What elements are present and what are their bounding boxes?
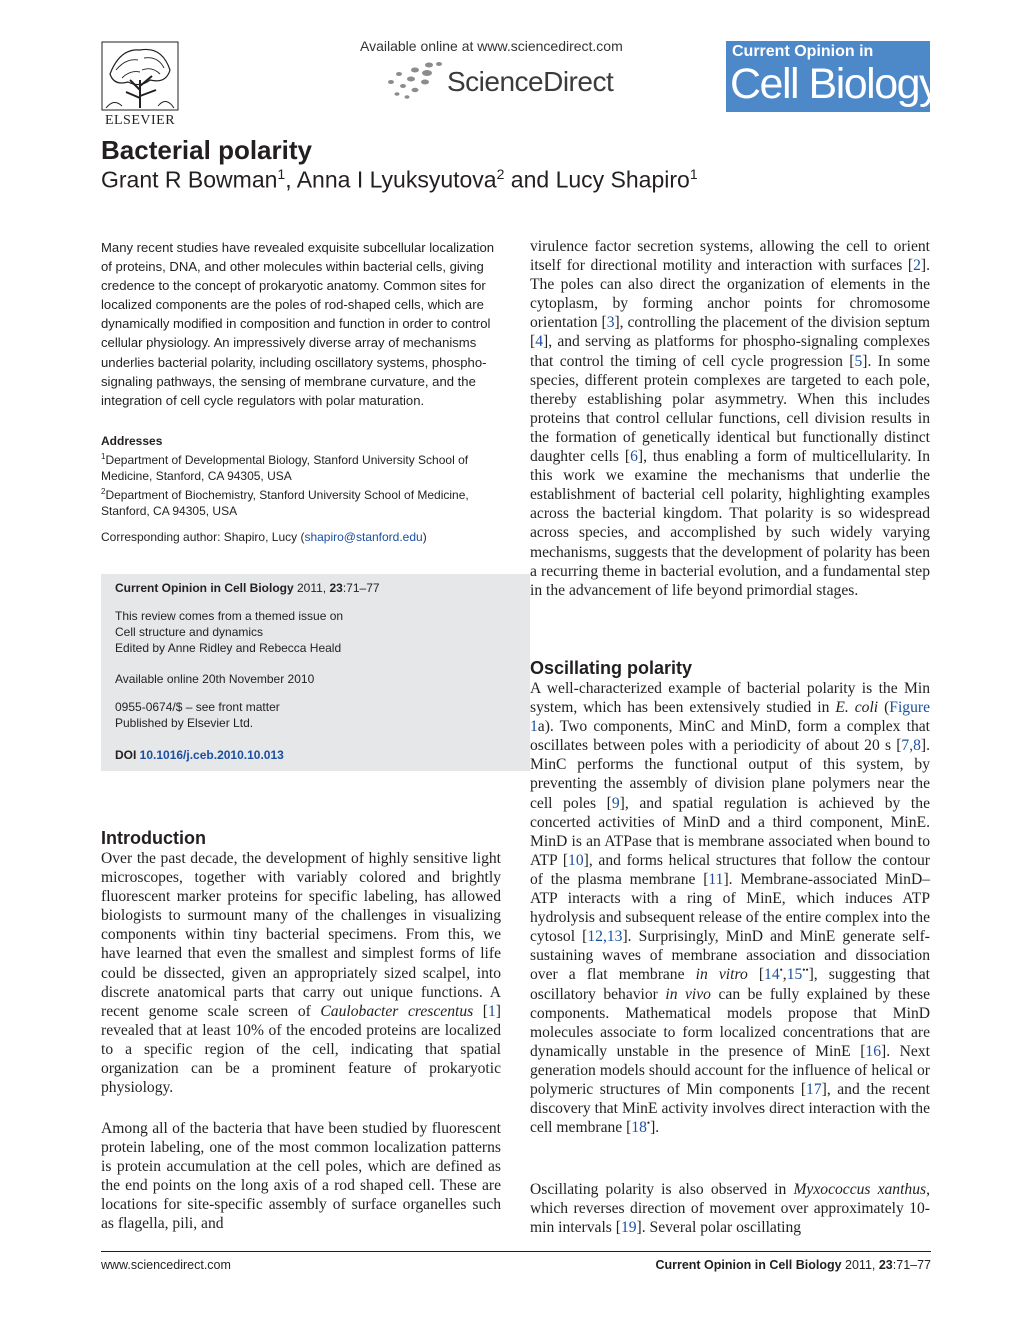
oscillating-paragraph-2: Oscillating polarity is also observed in Myxococcus xanthus, which reverses direction of movement over approximately 10-min intervals [19]. Several polar oscillating xyxy=(530,1181,931,1237)
reference-link[interactable]: 3 xyxy=(606,314,615,332)
reference-link[interactable]: 7,8 xyxy=(901,737,921,755)
reference-link[interactable]: 1 xyxy=(488,1002,496,1020)
journal-logo-top-text: Current Opinion in xyxy=(732,43,874,60)
footer-citation: Current Opinion in Cell Biology 2011, 23:71–77 xyxy=(655,1258,931,1272)
address-item: $^1$Department of Developmental Biology, Stanford University School of Medicine, Stanford, CA 94305, USA xyxy=(101,452,469,483)
sciencedirect-dots-icon xyxy=(385,60,445,100)
recommendation-marker: •• xyxy=(802,965,809,976)
addresses-heading: Addresses xyxy=(101,434,163,448)
infobox-doi: DOI 10.1016/j.ceb.2010.10.013 xyxy=(115,748,284,762)
author-name: Grant R Bowman xyxy=(101,166,278,193)
reference-link[interactable]: 11 xyxy=(708,870,724,888)
journal-logo-bottom-text: Cell Biology xyxy=(730,60,940,108)
reference-link[interactable]: 4 xyxy=(535,333,543,351)
available-online-text: Available online at www.sciencedirect.com xyxy=(360,38,623,54)
oscillating-paragraph-1: A well-characterized example of bacterial polarity is the Min system, which has been extensively studied in E. coli (Figure 1a). Two components, MinC and MinD, form a complex that oscillates between poles with a periodicity of about 20 s [7,8]. MinC performs the functional output of this system, by preventing the assembly of division plane polymers near the cell poles [9], and spatial regulation is achieved by the concerted activities of MinD and a third component, MinE. MinD is an ATPase that is membrane associated when bound to ATP [10], and forms helical structures that follow the contour of the plasma membrane [11]. Membrane-associated MinD–ATP interacts with a ring of MinE, which induces ATP hydrolysis and subsequent release of the entire complex into the cytosol [12,13]. Surprisingly, MinD and MinE generate self-sustaining waves of membrane association and dissociation over a flat membrane in vitro [14•,15••], suggesting that oscillatory behavior in vivo can be fully explained by these components. Mathematical models propose that MinD molecules associate to form localized concentrations that are dynamically unstable in the presence of MinE [16]. Next generation models should account for the influence of helical or polymeric structures of Min components [17], and the recent discovery that MinE activity involves direct interaction with the cell membrane [18•]. xyxy=(530,680,931,1137)
reference-link[interactable]: 10 xyxy=(568,851,584,869)
author-list: Grant R Bowman$^1$, Anna I Lyuksyutova$^2$ and Lucy Shapiro$^1$ xyxy=(101,166,698,193)
elsevier-tree-icon xyxy=(100,40,180,112)
introduction-paragraph-continued: virulence factor secretion systems, allowing the cell to orient itself for directional motility and interaction with surfaces [2]. The poles can also direct the organization of elements in the cytoplasm, by forming anchor points for chromosome orientation [3], controlling the placement of the division septum [4], and serving as platforms for phospho-signaling complexes that control the timing of cell cycle progression [5]. In some species, different protein complexes are targeted to each pole, thereby establishing polar asymmetry. When this includes proteins that control cellular functions, cell division results in the formation of genetically identical but functionally distinct daughter cells [6], thus enabling a form of multicellularity. In this work we examine the mechanisms that underlie the establishment of bacterial cell polarity, highlighting examples across the bacterial kingdom. That polarity is so widespread across species, and accomplished by such widely varying mechanisms, suggests that the development of polarity has been a recurring theme in bacterial evolution, and a fundamental step in the advancement of life beyond primordial stages. xyxy=(530,238,931,599)
journal-logo[interactable] xyxy=(726,41,940,112)
reference-link[interactable]: 16 xyxy=(865,1042,882,1060)
author-affiliation-marker: 1 xyxy=(689,166,698,182)
reference-link[interactable]: 17 xyxy=(806,1080,822,1098)
reference-link[interactable]: 9 xyxy=(611,794,620,812)
infobox-issn: 0955-0674/$ – see front matter Published by Elsevier Ltd. xyxy=(115,700,280,730)
footer-url[interactable]: www.sciencedirect.com xyxy=(101,1258,231,1272)
sciencedirect-wordmark: ScienceDirect xyxy=(447,66,614,97)
reference-link[interactable]: 14 xyxy=(764,966,780,984)
corresponding-email-link[interactable]: shapiro@stanford.edu xyxy=(304,530,423,544)
introduction-heading: Introduction xyxy=(101,828,206,848)
footer-divider xyxy=(101,1251,931,1252)
figure-link[interactable]: Figure 1 xyxy=(530,699,930,736)
author-name: Lucy Shapiro xyxy=(555,166,690,193)
infobox-available-date: Available online 20th November 2010 xyxy=(115,672,315,686)
reference-link[interactable]: 2 xyxy=(913,257,921,275)
reference-link[interactable]: 6 xyxy=(630,448,638,466)
infobox-citation: Current Opinion in Cell Biology 2011, 23:71–77 xyxy=(115,581,380,595)
corresponding-author: Corresponding author: Shapiro, Lucy (shapiro@stanford.edu) xyxy=(101,530,427,544)
article-title: Bacterial polarity xyxy=(101,135,312,165)
reference-link[interactable]: 5 xyxy=(854,352,863,370)
abstract: Many recent studies have revealed exquisite subcellular localization of proteins, DNA, and other molecules within bacterial cells, giving credence to the concept of prokaryotic anatomy. Common sites for localized components are the poles of rod-shaped cells, which are dynamically modified in composition and function in order to control cellular physiology. An impressively diverse array of mechanisms underlies bacterial polarity, including oscillatory systems, phospho-signaling pathways, the sensing of membrane curvature, and the integration of cell cycle regulators with polar maturation. xyxy=(101,240,495,408)
elsevier-wordmark: ELSEVIER xyxy=(104,113,176,128)
recommendation-marker: • xyxy=(779,965,783,976)
addresses xyxy=(101,433,501,519)
recommendation-marker: • xyxy=(646,1117,651,1128)
introduction-paragraph-2: Among all of the bacteria that have been studied by fluorescent protein labeling, one of the most common localization patterns is protein accumulation at the cell poles, which are defined as the end points on the long axis of a rod shaped cell. These are locations for site-specific assembly of surface organelles such as flagella, pili, and xyxy=(101,1120,501,1233)
reference-link[interactable]: 19 xyxy=(620,1219,637,1237)
article-info-box xyxy=(101,574,530,771)
doi-link[interactable]: 10.1016/j.ceb.2010.10.013 xyxy=(139,748,284,762)
introduction-paragraph-1: Over the past decade, the development of highly sensitive light microscopes, together with variably colored and brightly fluorescent marker proteins for specific labeling, has allowed biologists to surmount many of the challenges in visualizing components within tiny bacterial specimens. From this, we have learned that even the smallest and simplest forms of life could be dissected, given an appropriately sized scalpel, into discrete anatomical parts that carry out unique functions. A recent genome scale screen of Caulobacter crescentus [1] revealed that at least 10% of the encoded proteins are localized to a specific region of the cell, indicating that spatial organization can be a prominent feature of prokaryotic physiology. xyxy=(101,850,501,1097)
elsevier-logo xyxy=(100,40,180,130)
author-name: Anna I Lyuksyutova xyxy=(296,166,497,193)
reference-link[interactable]: 15 xyxy=(786,966,803,984)
author-affiliation-marker: 2 xyxy=(496,166,505,182)
address-item: $^2$Department of Biochemistry, Stanford University School of Medicine, Stanford, CA 94305, USA xyxy=(101,487,469,518)
infobox-theme: This review comes from a themed issue on Cell structure and dynamics Edited by Anne Ridley and Rebecca Heald xyxy=(115,609,344,655)
oscillating-polarity-heading: Oscillating polarity xyxy=(530,658,693,678)
reference-link[interactable]: 12,13 xyxy=(587,928,623,946)
reference-link[interactable]: 18 xyxy=(631,1119,647,1137)
author-affiliation-marker: 1 xyxy=(277,166,286,182)
